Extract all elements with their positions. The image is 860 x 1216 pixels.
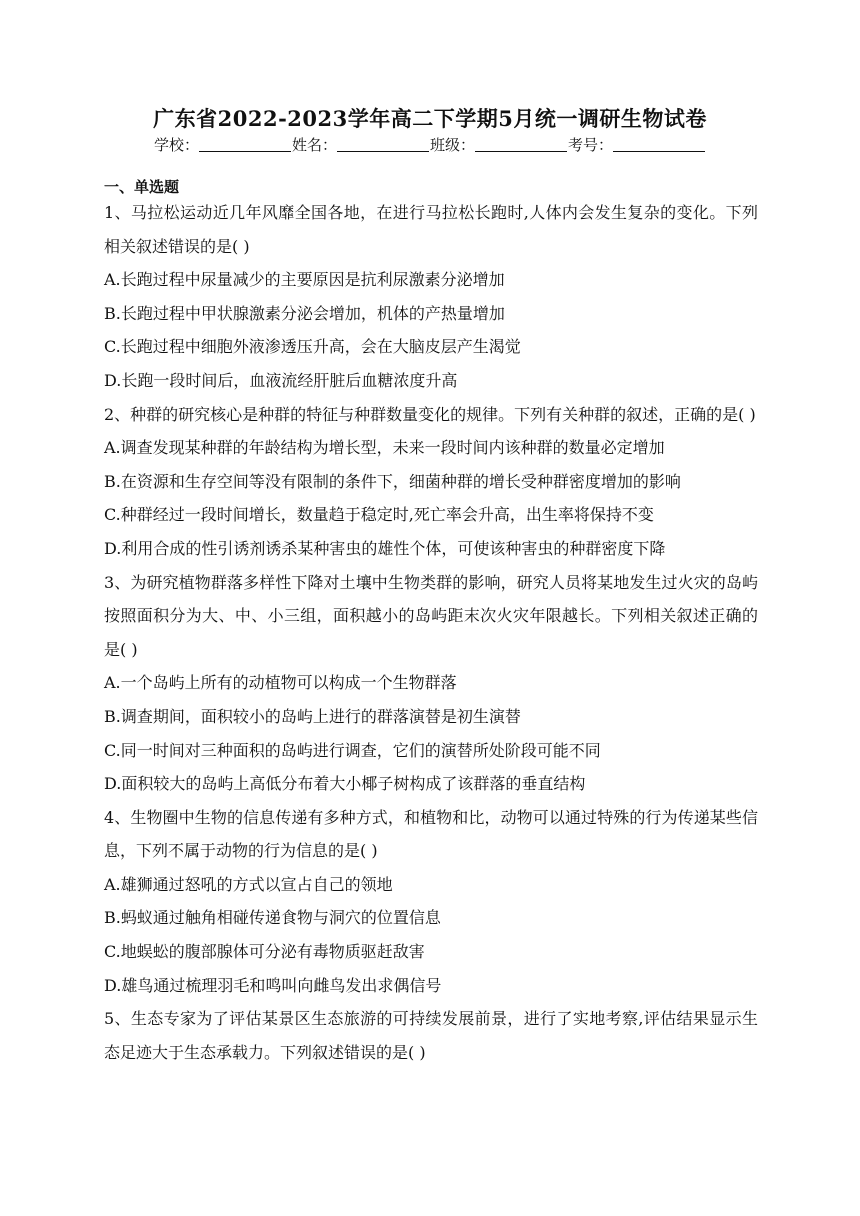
exam-title: 广东省2022-2023学年高二下学期5月统一调研生物试卷: [153, 106, 707, 131]
exam-no-blank[interactable]: [613, 136, 705, 152]
option-b: B.长跑过程中甲状腺激素分泌会增加，机体的产热量增加: [104, 303, 505, 323]
option-d: D.面积较大的岛屿上高低分布着大小椰子树构成了该群落的垂直结构: [104, 774, 586, 794]
option-b: B.在资源和生存空间等没有限制的条件下，细菌种群的增长受种群密度增加的影响: [104, 471, 681, 491]
option-a: A.雄狮通过怒吼的方式以宣占自己的领地: [104, 874, 393, 894]
option-b: B.蚂蚁通过触角相碰传递食物与洞穴的位置信息: [104, 908, 441, 928]
question-stem: 3、为研究植物群落多样性下降对土壤中生物类群的影响，研究人员将某地发生过火灾的岛屿按照面积分为大、中、小三组，面积越小的岛屿距末次火灾年限越长。下列相关叙述正确的是( ): [104, 572, 758, 659]
question-3: [104, 566, 758, 801]
class-blank[interactable]: [475, 136, 567, 152]
exam-no-label: 考号：: [568, 136, 614, 154]
question-5: [104, 1002, 758, 1069]
question-list: [104, 196, 758, 1069]
option-c: C.种群经过一段时间增长，数量趋于稳定时,死亡率会升高，出生率将保持不变: [104, 505, 654, 525]
name-blank[interactable]: [337, 136, 429, 152]
class-label: 班级：: [430, 136, 476, 154]
question-1: [104, 196, 758, 398]
option-c: C.同一时间对三种面积的岛屿进行调查，它们的演替所处阶段可能不同: [104, 740, 601, 760]
school-blank[interactable]: [199, 136, 291, 152]
option-b: B.调查期间，面积较小的岛屿上进行的群落演替是初生演替: [104, 706, 521, 726]
option-d: D.雄鸟通过梳理羽毛和鸣叫向雌鸟发出求偶信号: [104, 975, 442, 995]
name-label: 姓名：: [291, 136, 337, 154]
option-a: A.长跑过程中尿量减少的主要原因是抗利尿激素分泌增加: [104, 270, 505, 290]
option-d: D.利用合成的性引诱剂诱杀某种害虫的雄性个体，可使该种害虫的种群密度下降: [104, 538, 666, 558]
question-stem: 1、马拉松运动近几年风靡全国各地，在进行马拉松长跑时,人体内会发生复杂的变化。下列相关叙述错误的是( ): [104, 203, 758, 256]
option-a: A.调查发现某种群的年龄结构为增长型，未来一段时间内该种群的数量必定增加: [104, 438, 665, 458]
school-label: 学校：: [153, 136, 199, 154]
option-c: C.长跑过程中细胞外液渗透压升高，会在大脑皮层产生渴觉: [104, 337, 521, 357]
option-c: C.地蜈蚣的腹部腺体可分泌有毒物质驱赶敌害: [104, 942, 425, 962]
question-2: [104, 398, 758, 566]
question-stem: 4、生物圈中生物的信息传递有多种方式，和植物和比，动物可以通过特殊的行为传递某些信息，下列不属于动物的行为信息的是( ): [104, 807, 758, 861]
option-a: A.一个岛屿上所有的动植物可以构成一个生物群落: [104, 673, 457, 693]
student-info-line: [0, 134, 860, 155]
question-4: [104, 801, 758, 1003]
option-d: D.长跑一段时间后，血液流经肝脏后血糖浓度升高: [104, 370, 458, 390]
question-stem: 2、种群的研究核心是种群的特征与种群数量变化的规律。下列有关种群的叙述，正确的是( ): [104, 404, 756, 424]
section-heading: 一、单选题: [104, 178, 180, 196]
question-stem: 5、生态专家为了评估某景区生态旅游的可持续发展前景，进行了实地考察,评估结果显示生态足迹大于生态承载力。下列叙述错误的是( ): [104, 1009, 758, 1062]
